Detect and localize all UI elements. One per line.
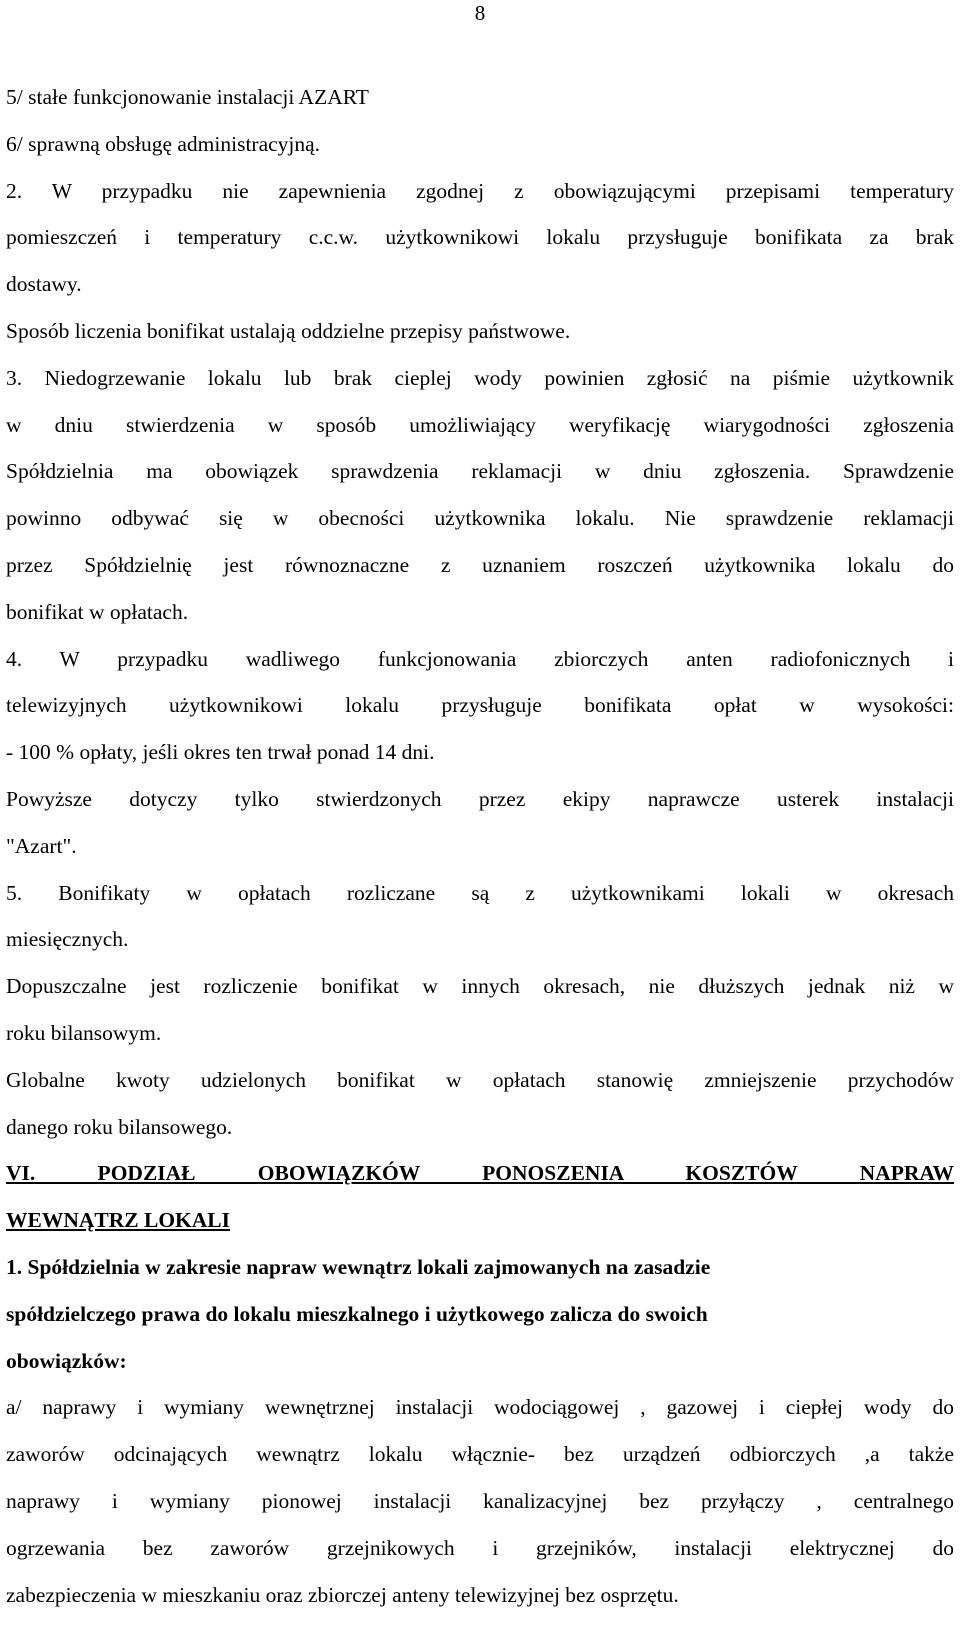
text-line: Globalne kwoty udzielonych bonifikat w opłatach stanowię zmniejszenie przychodów (6, 1067, 954, 1092)
text-line: 3. Niedogrzewanie lokalu lub brak cieplej wody powinien zgłosić na piśmie użytkownik (6, 365, 954, 390)
text-line: zabezpieczenia w mieszkaniu oraz zbiorczej anteny telewizyjnej bez osprzętu. (6, 1582, 679, 1607)
text-line: Dopuszczalne jest rozliczenie bonifikat w innych okresach, nie dłuższych jednak niż w (6, 974, 954, 999)
text-line: powinno odbywać się w obecności użytkownika lokalu. Nie sprawdzenie reklamacji (6, 506, 954, 531)
text-line: miesięcznych. (6, 927, 129, 952)
text-line: bonifikat w opłatach. (6, 599, 189, 624)
text-line: 5. Bonifikaty w opłatach rozliczane są z użytkownikami lokali w okresach (6, 880, 954, 905)
heading-line: spółdzielczego prawa do lokalu mieszkalnego i użytkowego zalicza do swoich (6, 1301, 708, 1326)
text-line: Spółdzielnia ma obowiązek sprawdzenia reklamacji w dniu zgłoszenia. Sprawdzenie (6, 459, 954, 484)
text-line: - 100 % opłaty, jeśli okres ten trwał ponad 14 dni. (6, 740, 435, 765)
heading-line: WEWNĄTRZ LOKALI (6, 1208, 230, 1233)
heading-line: VI. PODZIAŁ OBOWIĄZKÓW PONOSZENIA KOSZTÓW NAPRAW (6, 1161, 954, 1186)
text-line: Sposób liczenia bonifikat ustalają oddzielne przepisy państwowe. (6, 318, 571, 343)
text-line: roku bilansowym. (6, 1020, 162, 1045)
page-number: 8 (474, 1, 486, 25)
text-line: "Azart". (6, 833, 77, 858)
text-line: 5/ stałe funkcjonowanie instalacji AZART (6, 85, 369, 109)
text-line: przez Spółdzielnię jest równoznaczne z uznaniem roszczeń użytkownika lokalu do (6, 552, 954, 577)
text-line: danego roku bilansowego. (6, 1114, 233, 1139)
text-line: 2. W przypadku nie zapewnienia zgodnej z obowiązującymi przepisami temperatury (6, 178, 954, 203)
text-line: dostawy. (6, 272, 82, 297)
text-line: naprawy i wymiany pionowej instalacji kanalizacyjnej bez przyłączy , centralnego (6, 1488, 954, 1513)
text-line: 4. W przypadku wadliwego funkcjonowania zbiorczych anten radiofonicznych i (6, 646, 954, 671)
heading-line: obowiązków: (6, 1348, 127, 1373)
text-line: telewizyjnych użytkownikowi lokalu przysługuje bonifikata opłat w wysokości: (6, 693, 954, 718)
text-line: ogrzewania bez zaworów grzejnikowych i grzejników, instalacji elektrycznej do (6, 1535, 954, 1560)
text-line: w dniu stwierdzenia w sposób umożliwiający weryfikację wiarygodności zgłoszenia (6, 412, 954, 437)
text-line: 6/ sprawną obsługę administracyjną. (6, 131, 321, 156)
heading-line: 1. Spółdzielnia w zakresie napraw wewnątrz lokali zajmowanych na zasadzie (6, 1254, 711, 1279)
document-body (6, 74, 954, 1618)
text-line: Powyższe dotyczy tylko stwierdzonych przez ekipy naprawcze usterek instalacji (6, 786, 954, 811)
text-line: zaworów odcinających wewnątrz lokalu włącznie- bez urządzeń odbiorczych ,a także (6, 1442, 954, 1467)
text-line: a/ naprawy i wymiany wewnętrznej instalacji wodociągowej , gazowej i ciepłej wody do (6, 1395, 954, 1420)
text-line: pomieszczeń i temperatury c.c.w. użytkownikowi lokalu przysługuje bonifikata za brak (6, 225, 954, 250)
